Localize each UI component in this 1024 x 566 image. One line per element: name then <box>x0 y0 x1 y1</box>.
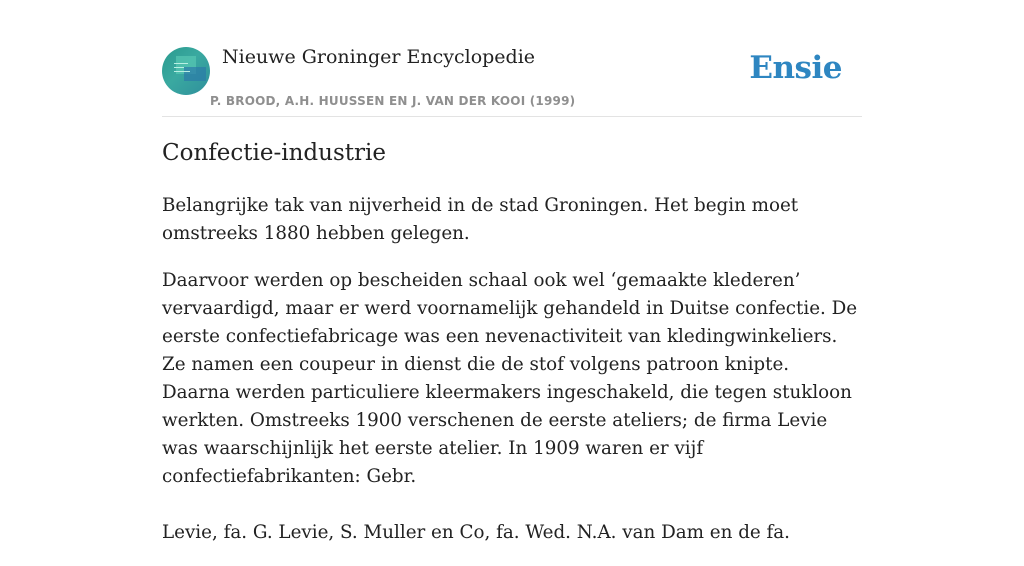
book-cover-image[interactable] <box>162 47 210 95</box>
cover-graphic-block <box>184 67 206 81</box>
cover-graphic-line <box>174 71 190 72</box>
cover-graphic-line <box>174 67 184 68</box>
entry-paragraph: Levie, fa. G. Levie, S. Muller en Co, fa. Wed. N.A. van Dam en de fa. <box>162 522 790 543</box>
cover-graphic-line <box>174 63 188 64</box>
entry-paragraph: Belangrijke tak van nijverheid in de stad Groningen. Het begin moet omstreeks 1880 hebben gelegen. <box>162 195 799 244</box>
entry-paragraph: Daarvoor werden op bescheiden schaal ook wel ‘gemaakte klederen’ vervaardigd, maar er werd voornamelijk gehandeld in Duitse confectie. De eerste confectiefabricage was een nevenactiviteit van kledingwinkeliers. Ze namen een coupeur in dienst die de stof volgens patroon knipte. Daarna werden particuliere kleermakers ingeschakeld, die tegen stukloon werkten. Omstreeks 1900 verschenen de eerste ateliers; de firma Levie was waarschijnlijk het eerste atelier. In 1909 waren er vijf confectiefabrikanten: Gebr. <box>162 270 858 487</box>
header <box>162 44 862 117</box>
entry-title: Confectie-industrie <box>162 140 386 166</box>
book-title-link[interactable]: Nieuwe Groninger Encyclopedie <box>222 46 536 68</box>
site-logo[interactable]: Ensie <box>749 50 842 86</box>
entry-body <box>162 192 862 566</box>
book-authors: P. BROOD, A.H. HUUSSEN EN J. VAN DER KOOI (1999) <box>210 94 576 108</box>
